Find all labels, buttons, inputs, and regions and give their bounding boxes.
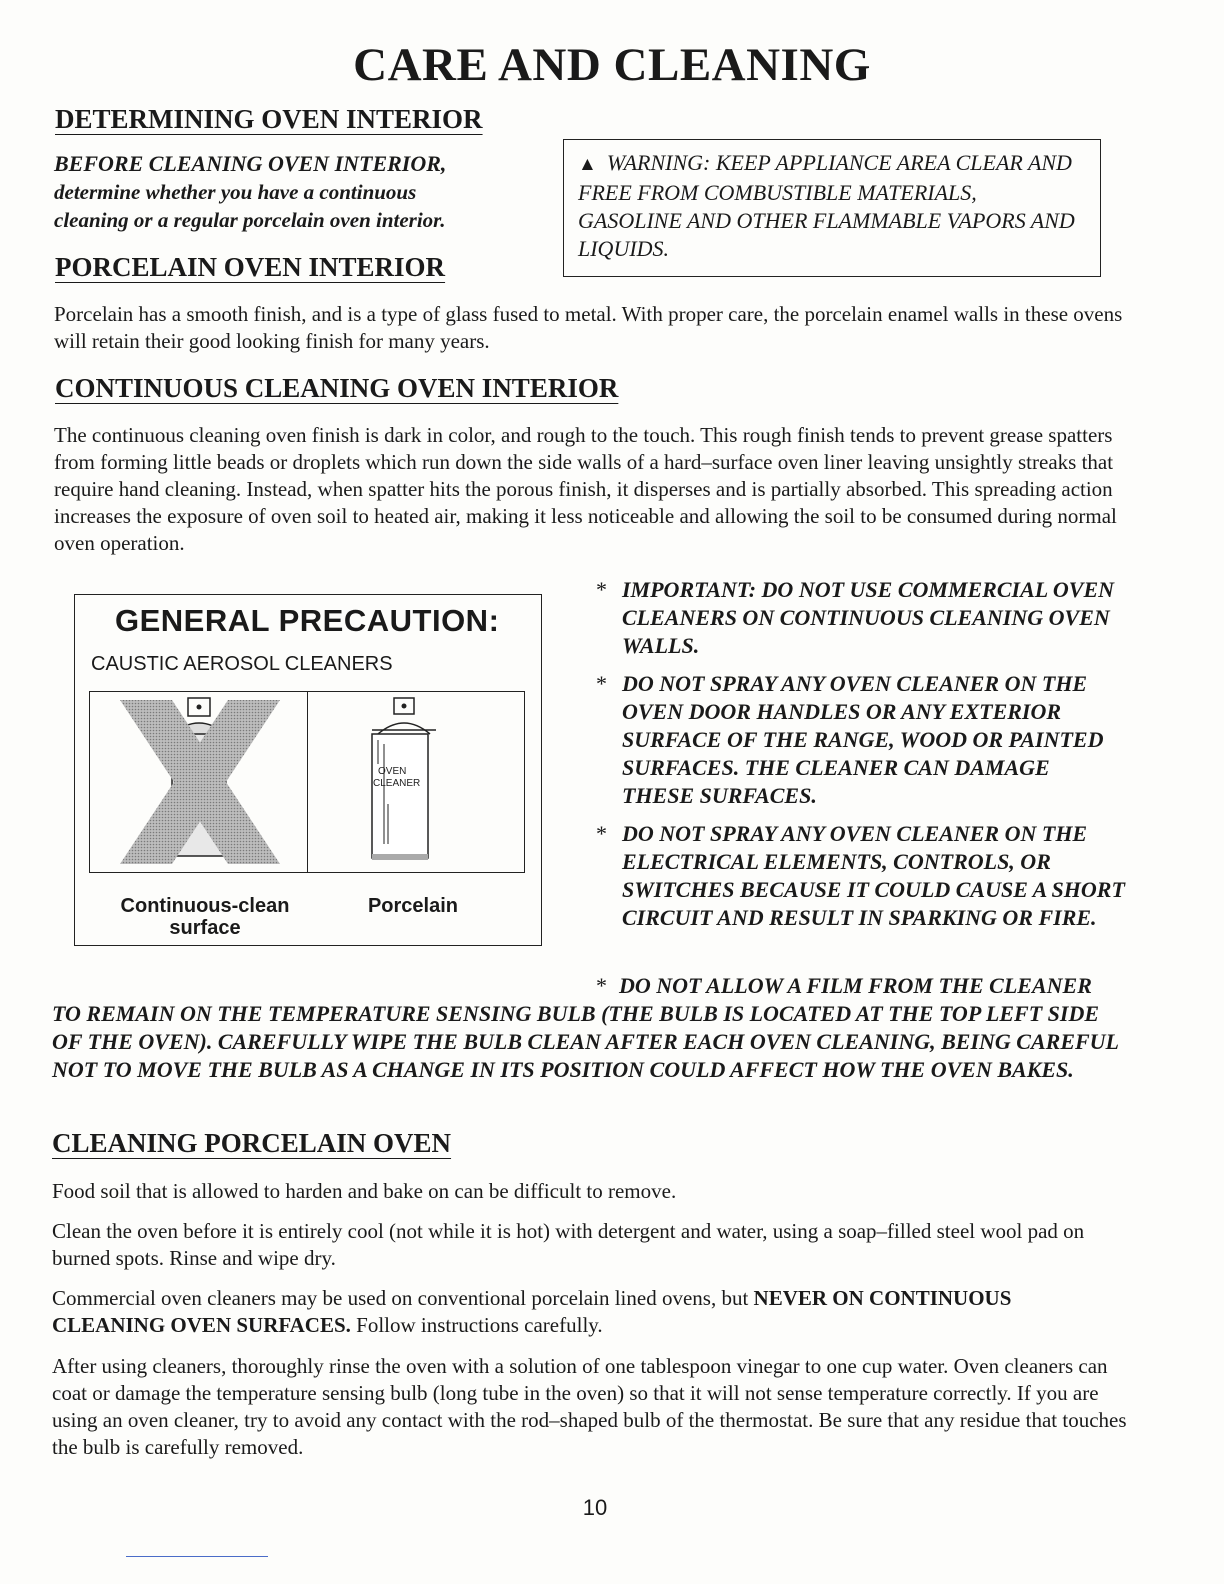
- heading-porcelain: PORCELAIN OVEN INTERIOR: [55, 252, 446, 282]
- heading-determining: DETERMINING OVEN INTERIOR: [55, 104, 483, 134]
- asterisk-icon: *: [596, 577, 607, 602]
- determining-note-line2: determine whether you have a continuous: [54, 180, 417, 204]
- important-note-text: IMPORTANT: DO NOT USE COMMERCIAL OVEN CLEANERS ON CONTINUOUS CLEANING OVEN WALLS.: [622, 577, 1115, 658]
- cleaning-paragraph-3: [52, 1285, 1122, 1339]
- can-label-line1: OVEN: [378, 766, 407, 777]
- oven-cleaner-can-icon: [348, 694, 478, 870]
- cleaning-paragraph-4: After using cleaners, thoroughly rinse the oven with a solution of one tablespoon vinegar to one cup water. Oven cleaners can coat or damage the temperature sensing bulb (long tube in the oven) so that it will not sense temperature correctly. If you are using an oven cleaner, try to avoid any contact with the rod–shaped bulb of the thermostat. Be sure that any residue that touches the bulb is carefully removed.: [52, 1354, 1127, 1459]
- caption-left-line2: surface: [169, 917, 241, 939]
- determining-note: [54, 150, 524, 234]
- bulb-note-rest: TO REMAIN ON THE TEMPERATURE SENSING BULB (THE BULB IS LOCATED AT THE TOP LEFT SIDE OF THE OVEN). CAREFULLY WIPE THE BULB CLEAN AFTER EACH OVEN CLEANING, BEING CAREFUL NOT TO MOVE THE BULB AS A CHANGE IN ITS POSITION COULD AFFECT HOW THE OVEN BAKES.: [52, 1001, 1119, 1082]
- precaution-illustration: [89, 691, 525, 873]
- bulb-warning-note: [52, 972, 1122, 1084]
- caption-continuous-clean: [105, 895, 305, 939]
- illustration-divider: [307, 692, 308, 872]
- continuous-body: The continuous cleaning oven finish is dark in color, and rough to the touch. This rough finish tends to prevent grease spatters from forming little beads or droplets which run down the side walls of a hard–surface oven liner leaving unsightly streaks that require hand cleaning. Instead, when spatter hits the porous finish, it disperses and is partially absorbed. This spreading action increases the exposure of oven soil to heated air, making it less noticeable and allowing the soil to be consumed during normal oven operation.: [54, 423, 1117, 555]
- important-note: [596, 820, 1126, 932]
- cleaning-paragraph-2: Clean the oven before it is entirely cool (not while it is hot) with detergent and water, using a soap–filled steel wool pad on burned spots. Rinse and wipe dry.: [52, 1219, 1085, 1270]
- warning-box: [563, 139, 1101, 277]
- precaution-subtitle: CAUSTIC AEROSOL CLEANERS: [91, 653, 393, 675]
- heading-cleaning-porcelain: CLEANING PORCELAIN OVEN: [52, 1128, 452, 1158]
- heading-continuous: CONTINUOUS CLEANING OVEN INTERIOR: [55, 373, 619, 403]
- cleaning-p3-bold: NEVER ON CONTINUOUS CLEANING OVEN SURFACES.: [52, 1286, 1012, 1337]
- determining-note-line3: cleaning or a regular porcelain oven interior.: [54, 208, 446, 232]
- asterisk-icon: *: [596, 973, 607, 998]
- cleaning-p3-start: Commercial oven cleaners may be used on conventional porcelain lined ovens, but: [52, 1286, 754, 1310]
- asterisk-icon: *: [596, 671, 607, 696]
- important-note: [596, 576, 1126, 660]
- important-note-text: DO NOT SPRAY ANY OVEN CLEANER ON THE OVEN DOOR HANDLES OR ANY EXTERIOR SURFACE OF THE RANGE, WOOD OR PAINTED SURFACES. THE CLEANER CAN DAMAGE THESE SURFACES.: [622, 671, 1104, 808]
- important-note-text: DO NOT SPRAY ANY OVEN CLEANER ON THE ELECTRICAL ELEMENTS, CONTROLS, OR SWITCHES BECAUSE IT COULD CAUSE A SHORT CIRCUIT AND RESULT IN SPARKING OR FIRE.: [622, 821, 1125, 930]
- general-precaution-box: [74, 594, 542, 946]
- caption-left-line1: Continuous-clean: [120, 895, 290, 917]
- warning-triangle-icon: ▲: [578, 154, 597, 175]
- crossed-out-cleaner-can-icon: [110, 696, 290, 868]
- page-title: CARE AND CLEANING: [353, 39, 871, 91]
- warning-text: WARNING: KEEP APPLIANCE AREA CLEAR AND FREE FROM COMBUSTIBLE MATERIALS, GASOLINE AND OTHER FLAMMABLE VAPORS AND LIQUIDS.: [578, 150, 1075, 261]
- determining-note-line1: BEFORE CLEANING OVEN INTERIOR,: [54, 151, 447, 176]
- important-notes-list: [596, 576, 1126, 942]
- can-label-line2: CLEANER: [373, 778, 421, 789]
- asterisk-icon: *: [596, 821, 607, 846]
- bulb-note-first-line: DO NOT ALLOW A FILM FROM THE CLEANER: [619, 973, 1092, 998]
- margin-mark: [126, 1556, 268, 1557]
- page-number: 10: [582, 1495, 608, 1520]
- cleaning-p3-end: Follow instructions carefully.: [350, 1313, 603, 1337]
- caption-porcelain: Porcelain: [367, 895, 459, 917]
- important-note: [596, 670, 1126, 810]
- porcelain-body: Porcelain has a smooth finish, and is a type of glass fused to metal. With proper care, the porcelain enamel walls in these ovens will retain their good looking finish for many years.: [54, 302, 1123, 353]
- cleaning-paragraph-1: Food soil that is allowed to harden and bake on can be difficult to remove.: [52, 1179, 677, 1203]
- precaution-title: GENERAL PRECAUTION:: [115, 603, 500, 638]
